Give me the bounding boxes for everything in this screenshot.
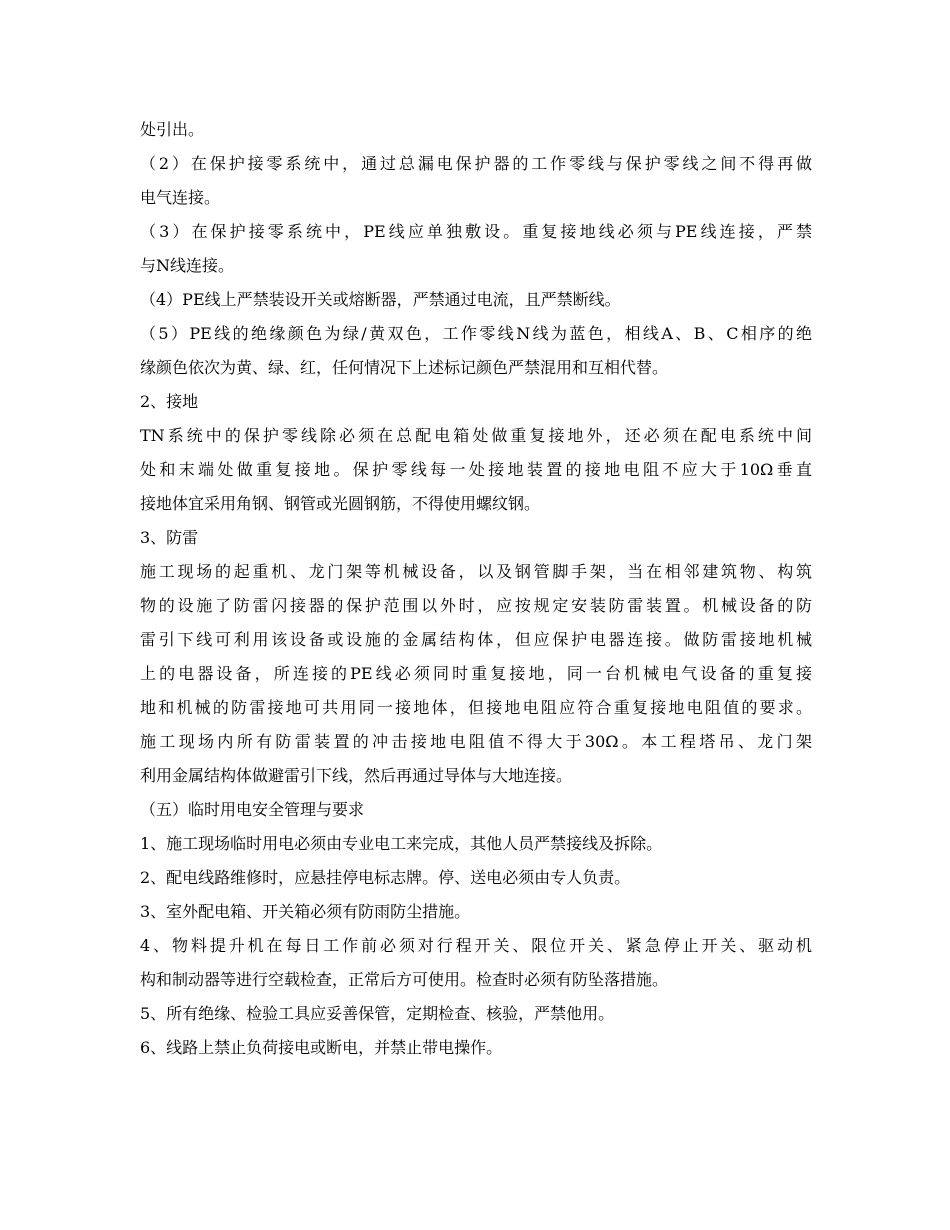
text-line: TN系统中的保护零线除必须在总配电箱处做重复接地外，还必须在配电系统中间 <box>140 426 812 445</box>
text-line: 上的电器设备，所连接的PE线必须同时重复接地，同一台机械电气设备的重复接 <box>140 664 812 683</box>
text-line: 施工现场的起重机、龙门架等机械设备，以及钢管脚手架，当在相邻建筑物、构筑 <box>140 562 812 581</box>
text-line: 处和末端处做重复接地。保护零线每一处接地装置的接地电阻不应大于10Ω垂直 <box>140 460 812 479</box>
text-line: 与N线连接。 <box>140 256 235 275</box>
text-line: 6、线路上禁止负荷接电或断电，并禁止带电操作。 <box>140 1038 503 1057</box>
section-heading: 3、防雷 <box>140 528 199 547</box>
text-line: 物的设施了防雷闪接器的保护范围以外时，应按规定安装防雷装置。机械设备的防 <box>140 596 812 615</box>
text-line: 5、所有绝缘、检验工具应妥善保管，定期检查、核验，严禁他用。 <box>140 1004 615 1023</box>
text-line: （2）在保护接零系统中，通过总漏电保护器的工作零线与保护零线之间不得再做 <box>140 154 812 173</box>
text-line: 3、室外配电箱、开关箱必须有防雨防尘措施。 <box>140 902 471 921</box>
text-line: 利用金属结构体做避雷引下线，然后再通过导体与大地连接。 <box>140 766 573 785</box>
text-line: 地和机械的防雷接地可共用同一接地体，但接地电阻应符合重复接地电阻值的要求。 <box>140 698 812 717</box>
text-line: 处引出。 <box>140 120 205 139</box>
text-line: （5）PE线的绝缘颜色为绿/黄双色，工作零线N线为蓝色，相线A、B、C相序的绝 <box>140 324 812 343</box>
text-line: 接地体宜采用角钢、钢管或光圆钢筋，不得使用螺纹钢。 <box>140 494 541 513</box>
section-heading: 2、接地 <box>140 392 199 411</box>
section-heading: （五）临时用电安全管理与要求 <box>140 800 365 819</box>
text-line: （3）在保护接零系统中，PE线应单独敷设。重复接地线必须与PE线连接，严禁 <box>140 222 812 241</box>
text-line: 4、物料提升机在每日工作前必须对行程开关、限位开关、紧急停止开关、驱动机 <box>140 936 812 955</box>
text-line: 1、施工现场临时用电必须由专业电工来完成，其他人员严禁接线及拆除。 <box>140 834 663 853</box>
text-line: 雷引下线可利用该设备或设施的金属结构体，但应保护电器连接。做防雷接地机械 <box>140 630 812 649</box>
text-line: 2、配电线路维修时，应悬挂停电标志牌。停、送电必须由专人负责。 <box>140 868 631 887</box>
text-line: 电气连接。 <box>140 188 221 207</box>
document-body <box>140 113 812 1065</box>
text-line: 缘颜色依次为黄、绿、红，任何情况下上述标记颜色严禁混用和互相代替。 <box>140 358 669 377</box>
text-line: （4）PE线上严禁装设开关或熔断器，严禁通过电流，且严禁断线。 <box>140 290 621 309</box>
text-line: 构和制动器等进行空载检查，正常后方可使用。检查时必须有防坠落措施。 <box>140 970 669 989</box>
text-line: 施工现场内所有防雷装置的冲击接地电阻值不得大于30Ω。本工程塔吊、龙门架 <box>140 732 812 751</box>
